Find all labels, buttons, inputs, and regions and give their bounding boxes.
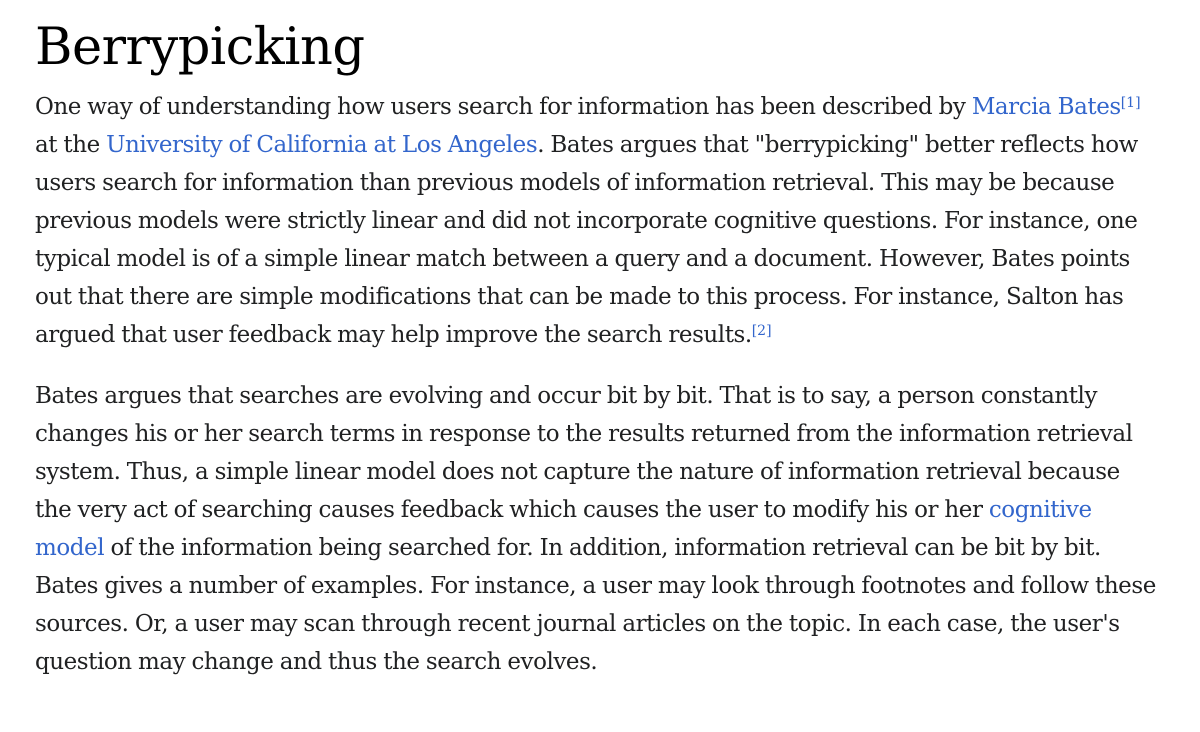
reference-1-link[interactable]: [1]: [1120, 95, 1141, 111]
link-ucla[interactable]: University of California at Los Angeles: [106, 132, 538, 158]
paragraph-1: [35, 88, 1160, 354]
paragraph-2-text-b: of the information being searched for. In addition, information retrieval can be bit by bit. Bates gives a number of examples. For instance, a user may look through footnotes and follow these sources. Or, a user may scan through recent journal articles on the topic. In each case, the user's question may change and thus the search evolves.: [35, 535, 1156, 675]
paragraph-1-text-a: One way of understanding how users search for information has been described by: [35, 94, 972, 120]
paragraph-1-text-b: at the: [35, 132, 107, 158]
paragraph-2: [35, 377, 1160, 681]
article-body: [35, 14, 1160, 681]
link-marcia-bates[interactable]: Marcia Bates: [971, 94, 1121, 120]
reference-1[interactable]: [1121, 95, 1141, 111]
paragraph-2-text-a: Bates argues that searches are evolving and occur bit by bit. That is to say, a person constantly changes his or her search terms in response to the results returned from the information retrieval system. Thus, a simple linear model does not capture the nature of information retrieval because the very act of searching causes feedback which causes the user to modify his or her: [35, 383, 1133, 523]
link-cognitive-model[interactable]: cognitive model: [35, 497, 1092, 561]
section-heading: Berrypicking: [35, 18, 365, 77]
reference-2-link[interactable]: [2]: [751, 323, 772, 339]
reference-2[interactable]: [752, 323, 772, 339]
paragraph-1-text-c: . Bates argues that "berrypicking" better reflects how users search for information than previous models of information retrieval. This may be because previous models were strictly linear and did not incorporate cognitive questions. For instance, one typical model is of a simple linear match between a query and a document. However, Bates points out that there are simple modifications that can be made to this process. For instance, Salton has argued that user feedback may help improve the search results.: [35, 132, 1138, 348]
